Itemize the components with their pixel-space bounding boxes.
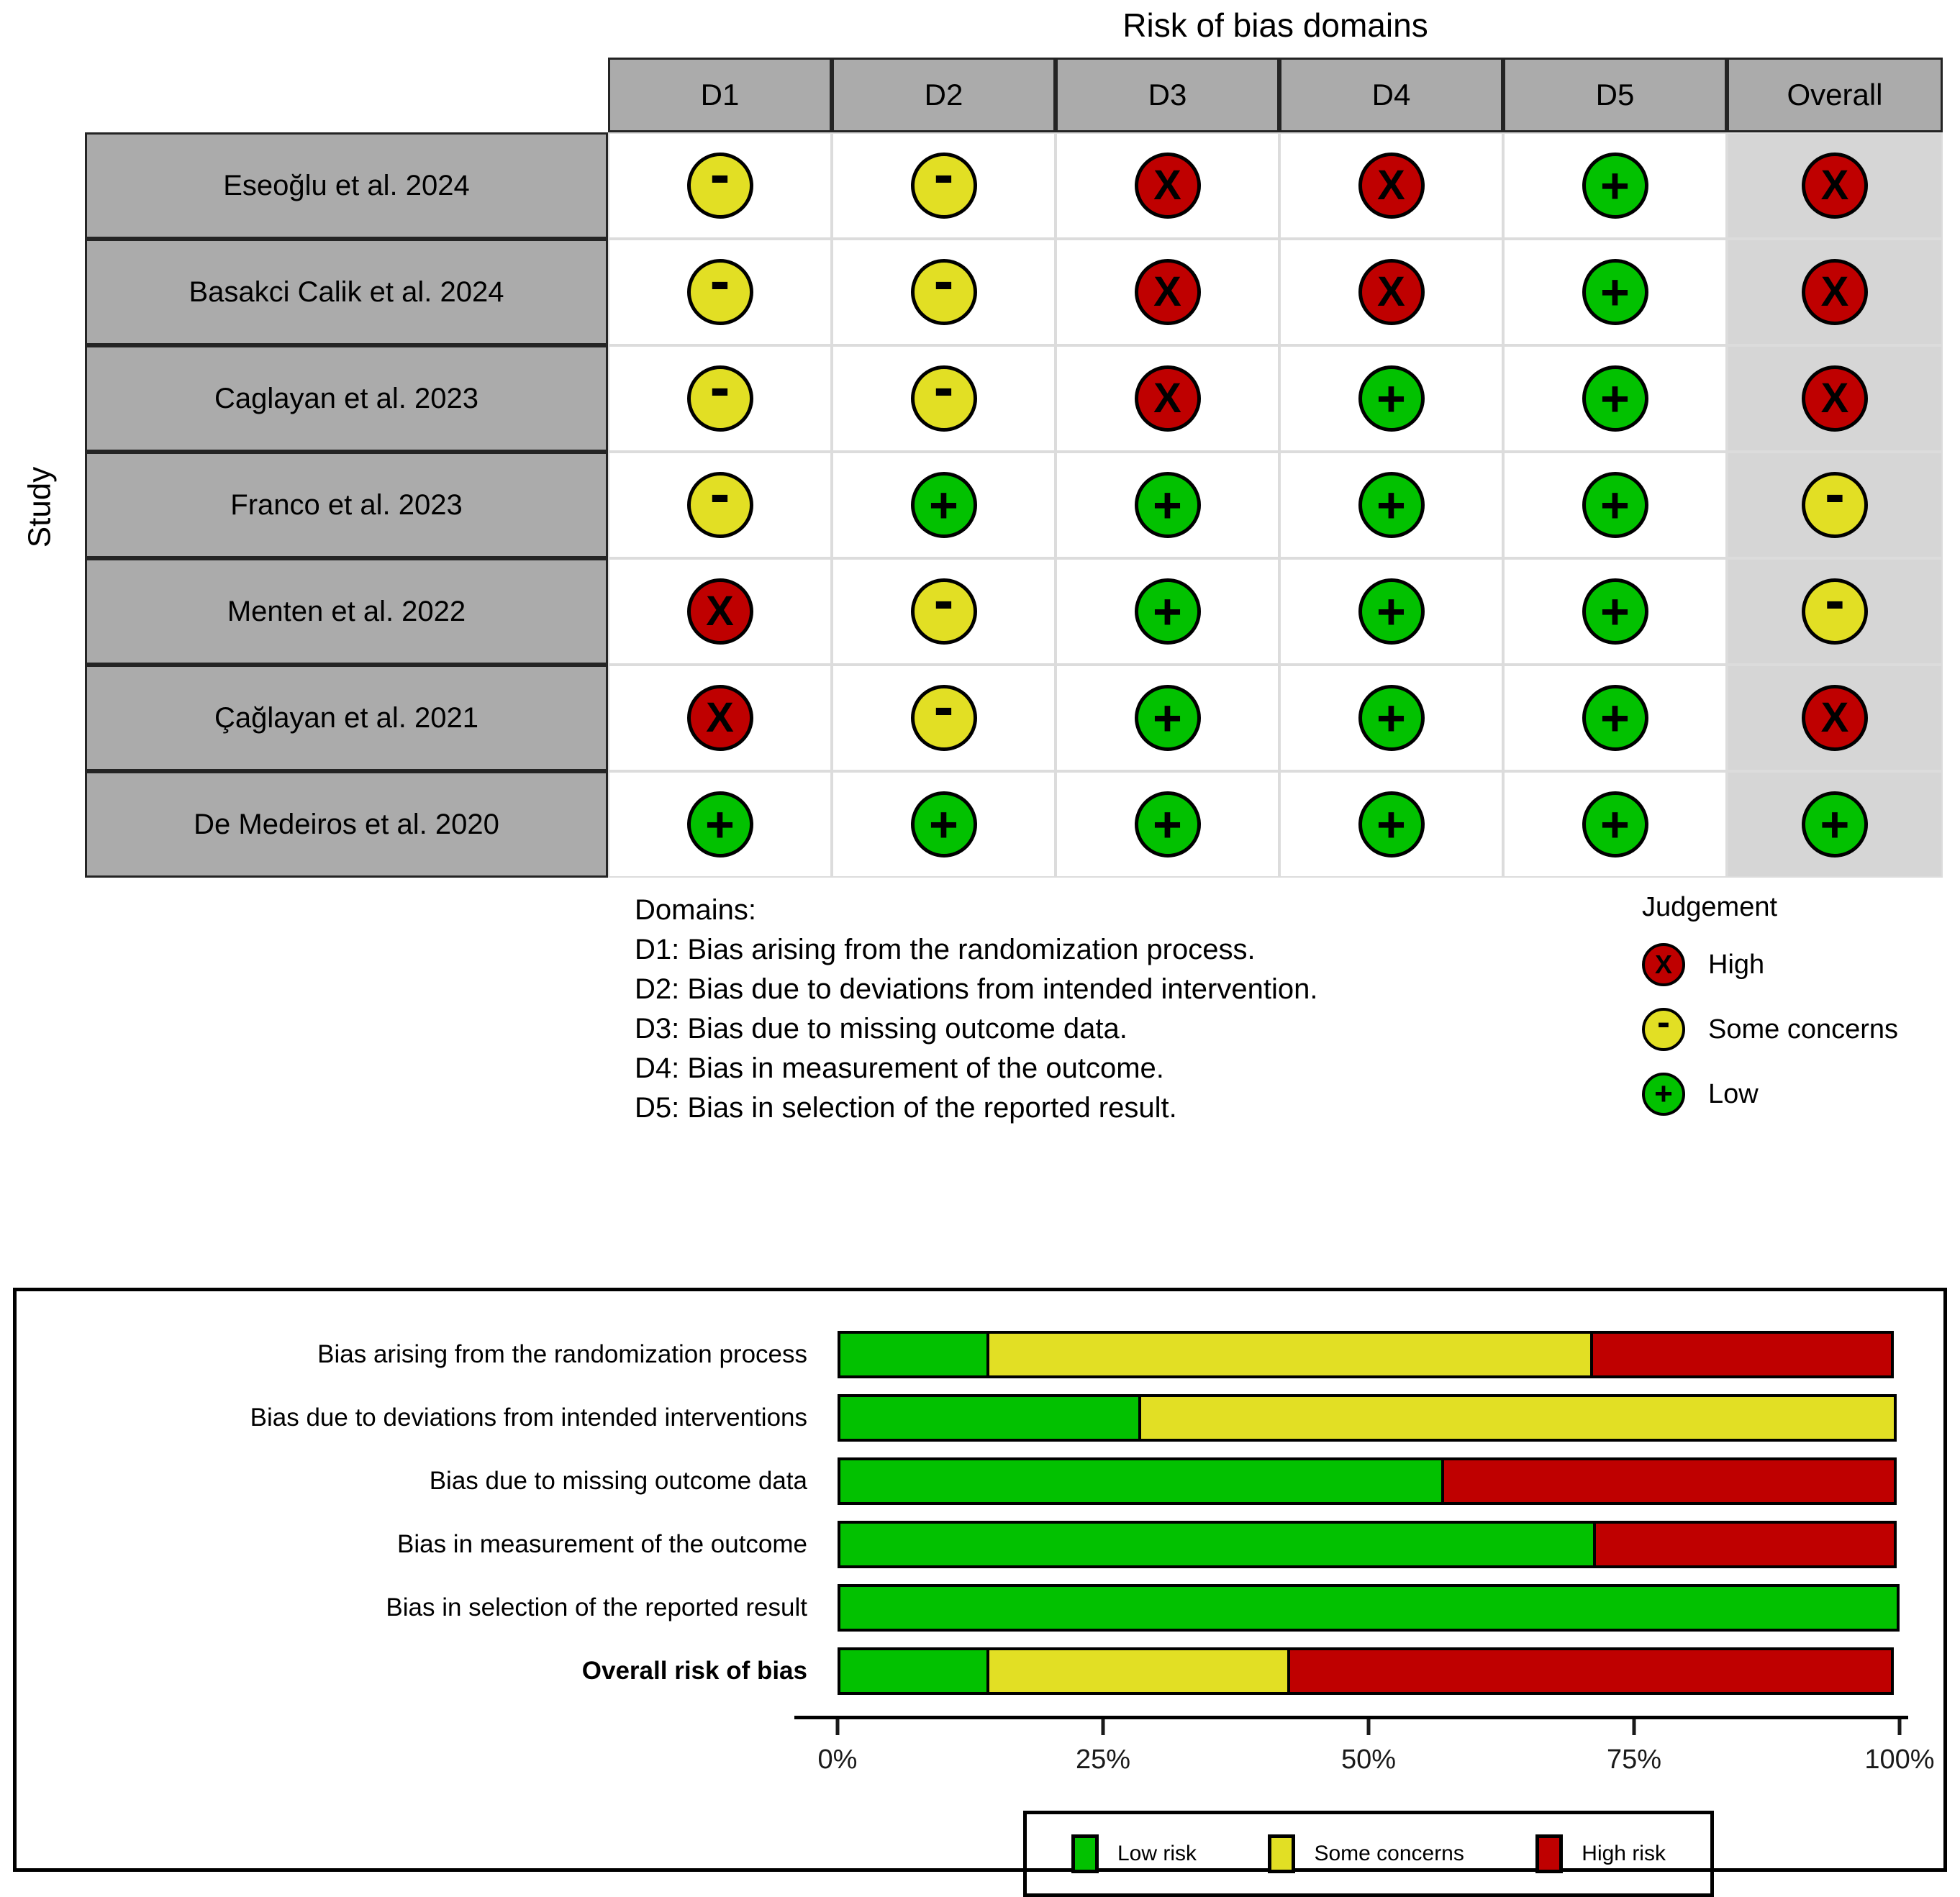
legend-item-high-risk xyxy=(1535,1834,1666,1873)
stacked-bar xyxy=(838,1331,1900,1378)
judgement-cell xyxy=(1503,239,1727,345)
traffic-light-title: Risk of bias domains xyxy=(1122,6,1428,44)
judgement-cell xyxy=(1503,345,1727,452)
judgement-circle: + xyxy=(1135,685,1201,751)
judgement-cell xyxy=(1056,239,1279,345)
high-risk-swatch-icon xyxy=(1535,1834,1563,1873)
study-label: Basakci Calik et al. 2024 xyxy=(85,239,608,345)
judgement-cell xyxy=(1056,558,1279,665)
domain-note-d4: D4: Bias in measurement of the outcome. xyxy=(635,1052,1164,1084)
judgement-cell xyxy=(1279,345,1503,452)
judgement-circle: + xyxy=(1358,365,1425,432)
some-concerns-swatch-icon xyxy=(1268,1834,1295,1873)
study-axis-label: Study xyxy=(22,466,58,548)
bar-category-label-overall: Overall risk of bias xyxy=(581,1657,807,1685)
study-label: Çağlayan et al. 2021 xyxy=(85,665,608,771)
judgement-circle: - xyxy=(1802,578,1868,645)
judgement-cell xyxy=(1503,558,1727,665)
judgement-cell xyxy=(1279,665,1503,771)
bar-segment-low xyxy=(838,1457,1444,1505)
judgement-cell xyxy=(608,452,832,558)
judgement-circle: X xyxy=(687,578,753,645)
study-label: Caglayan et al. 2023 xyxy=(85,345,608,452)
legend-label: Some concerns xyxy=(1314,1842,1464,1865)
judgement-circle: - xyxy=(911,153,977,219)
table-corner xyxy=(85,58,608,132)
bar-segment-low xyxy=(838,1394,1141,1442)
judgement-cell xyxy=(832,771,1056,878)
legend-label: High xyxy=(1708,949,1765,980)
bar-segment-some xyxy=(986,1331,1593,1378)
judgement-circle: + xyxy=(1582,791,1648,857)
legend-item-high xyxy=(1642,943,1898,986)
judgement-cell xyxy=(608,345,832,452)
judgement-cell-overall xyxy=(1727,452,1943,558)
bar-segment-low xyxy=(838,1521,1596,1568)
judgement-cell-overall xyxy=(1727,132,1943,239)
judgement-circle: X xyxy=(1135,153,1201,219)
judgement-circle: - xyxy=(687,472,753,538)
judgement-circle: + xyxy=(687,791,753,857)
judgement-circle: + xyxy=(1135,791,1201,857)
stacked-bar xyxy=(838,1457,1900,1505)
judgement-circle: - xyxy=(911,365,977,432)
x-axis-tick xyxy=(1102,1719,1105,1735)
judgement-cell xyxy=(1056,771,1279,878)
legend-label: Some concerns xyxy=(1708,1014,1899,1045)
legend-item-low-risk xyxy=(1071,1834,1197,1873)
high-risk-icon: X xyxy=(1642,943,1685,986)
some-concerns-icon: - xyxy=(1642,1008,1685,1051)
x-axis-line xyxy=(794,1716,1908,1719)
traffic-light-table xyxy=(85,58,1943,878)
summary-bar-chart xyxy=(13,1288,1947,1872)
low-risk-icon: + xyxy=(1642,1073,1685,1116)
bar-category-label: Bias due to missing outcome data xyxy=(429,1467,807,1495)
judgement-cell xyxy=(1056,345,1279,452)
judgement-circle: + xyxy=(1582,153,1648,219)
judgement-circle: + xyxy=(1582,578,1648,645)
x-axis-tick-label: 100% xyxy=(1864,1744,1935,1775)
judgement-cell xyxy=(1503,452,1727,558)
legend-label: Low risk xyxy=(1117,1842,1197,1865)
judgement-circle: X xyxy=(1358,153,1425,219)
x-axis-tick-label: 75% xyxy=(1606,1744,1662,1775)
judgement-circle: X xyxy=(1802,153,1868,219)
x-axis-tick xyxy=(1898,1719,1902,1735)
bar-row xyxy=(17,1386,1943,1450)
column-header-d5: D5 xyxy=(1503,58,1727,132)
bar-row xyxy=(17,1513,1943,1576)
judgement-cell-overall xyxy=(1727,771,1943,878)
bar-category-label: Bias arising from the randomization process xyxy=(317,1340,807,1368)
judgement-cell xyxy=(1279,452,1503,558)
column-header-d1: D1 xyxy=(608,58,832,132)
judgement-circle: + xyxy=(1582,685,1648,751)
column-header-d4: D4 xyxy=(1279,58,1503,132)
judgement-cell xyxy=(1279,558,1503,665)
judgement-cell xyxy=(832,132,1056,239)
bar-chart-legend xyxy=(1023,1811,1714,1897)
judgement-cell-overall xyxy=(1727,239,1943,345)
judgement-circle: X xyxy=(1802,365,1868,432)
x-axis-tick-label: 50% xyxy=(1340,1744,1397,1775)
bar-segment-low xyxy=(838,1584,1900,1632)
domain-note-d3: D3: Bias due to missing outcome data. xyxy=(635,1013,1128,1045)
column-header-d3: D3 xyxy=(1056,58,1279,132)
judgement-cell xyxy=(1503,771,1727,878)
judgement-cell xyxy=(608,771,832,878)
judgement-circle: X xyxy=(1135,259,1201,325)
judgement-circle: - xyxy=(1802,472,1868,538)
judgement-circle: + xyxy=(1358,578,1425,645)
bar-category-label: Bias due to deviations from intended interventions xyxy=(250,1404,807,1432)
bar-category-label: Bias in selection of the reported result xyxy=(386,1593,807,1621)
study-label: Franco et al. 2023 xyxy=(85,452,608,558)
judgement-cell-overall xyxy=(1727,558,1943,665)
legend-item-low xyxy=(1642,1073,1898,1116)
judgement-cell xyxy=(608,239,832,345)
stacked-bar xyxy=(838,1394,1900,1442)
bar-row xyxy=(17,1450,1943,1513)
judgement-cell xyxy=(1056,452,1279,558)
judgement-circle: X xyxy=(1802,259,1868,325)
judgement-circle: + xyxy=(1358,791,1425,857)
bar-segment-high xyxy=(1441,1457,1897,1505)
study-label: De Medeiros et al. 2020 xyxy=(85,771,608,878)
x-axis-tick-label: 25% xyxy=(1075,1744,1131,1775)
legend-label: High risk xyxy=(1582,1842,1666,1865)
judgement-circle: + xyxy=(1582,365,1648,432)
judgement-cell xyxy=(1279,239,1503,345)
bar-category-label: Bias in measurement of the outcome xyxy=(396,1530,807,1558)
low-risk-swatch-icon xyxy=(1071,1834,1099,1873)
study-label: Eseoğlu et al. 2024 xyxy=(85,132,608,239)
judgement-cell xyxy=(1279,771,1503,878)
domain-definitions xyxy=(635,891,1317,1128)
judgement-circle: + xyxy=(911,791,977,857)
judgement-circle: - xyxy=(911,259,977,325)
stacked-bar xyxy=(838,1584,1900,1632)
domain-note-d5: D5: Bias in selection of the reported result. xyxy=(635,1092,1177,1124)
judgement-circle: X xyxy=(1802,685,1868,751)
judgement-circle: + xyxy=(1358,472,1425,538)
domains-heading: Domains: xyxy=(635,894,756,926)
judgement-circle: + xyxy=(1582,259,1648,325)
judgement-cell xyxy=(832,452,1056,558)
judgement-circle: - xyxy=(911,578,977,645)
judgement-cell xyxy=(1503,665,1727,771)
x-axis-tick-label: 0% xyxy=(817,1744,858,1775)
legend-item-some-concerns xyxy=(1268,1834,1464,1873)
judgement-circle: - xyxy=(687,259,753,325)
domain-note-d2: D2: Bias due to deviations from intended intervention. xyxy=(635,973,1318,1005)
judgement-cell-overall xyxy=(1727,665,1943,771)
judgement-circle: + xyxy=(1135,472,1201,538)
judgement-circle: - xyxy=(687,365,753,432)
bar-row xyxy=(17,1639,1943,1703)
bar-segment-high xyxy=(1287,1647,1894,1695)
stacked-bar xyxy=(838,1647,1900,1695)
judgement-cell xyxy=(608,558,832,665)
judgement-cell xyxy=(832,345,1056,452)
judgement-cell-overall xyxy=(1727,345,1943,452)
bar-row xyxy=(17,1323,1943,1386)
judgement-circle: X xyxy=(1135,365,1201,432)
bar-segment-some xyxy=(1138,1394,1897,1442)
judgement-circle: + xyxy=(1358,685,1425,751)
x-axis xyxy=(817,1716,1935,1802)
judgement-cell xyxy=(1503,132,1727,239)
bar-segment-high xyxy=(1593,1521,1897,1568)
bar-segment-low xyxy=(838,1331,989,1378)
stacked-bar xyxy=(838,1521,1900,1568)
judgement-cell xyxy=(832,239,1056,345)
domain-note-d1: D1: Bias arising from the randomization process. xyxy=(635,934,1256,965)
judgement-circle: - xyxy=(911,685,977,751)
judgement-cell xyxy=(1056,132,1279,239)
judgement-cell xyxy=(608,132,832,239)
judgement-circle: - xyxy=(687,153,753,219)
judgement-circle: + xyxy=(1582,472,1648,538)
judgement-legend-title: Judgement xyxy=(1642,892,1778,922)
judgement-cell xyxy=(832,558,1056,665)
legend-item-some-concerns xyxy=(1642,1001,1899,1051)
bar-segment-high xyxy=(1590,1331,1894,1378)
x-axis-tick xyxy=(836,1719,840,1735)
bar-row xyxy=(17,1576,1943,1639)
judgement-cell xyxy=(1279,132,1503,239)
judgement-circle: X xyxy=(687,685,753,751)
x-axis-tick xyxy=(1367,1719,1371,1735)
judgement-circle: X xyxy=(1358,259,1425,325)
judgement-cell xyxy=(832,665,1056,771)
judgement-circle: + xyxy=(1135,578,1201,645)
study-label: Menten et al. 2022 xyxy=(85,558,608,665)
bar-segment-low xyxy=(838,1647,989,1695)
x-axis-tick xyxy=(1633,1719,1636,1735)
column-header-d2: D2 xyxy=(832,58,1056,132)
judgement-circle: + xyxy=(1802,791,1868,857)
bar-segment-some xyxy=(986,1647,1290,1695)
column-header-overall: Overall xyxy=(1727,58,1943,132)
judgement-cell xyxy=(608,665,832,771)
judgement-circle: + xyxy=(911,472,977,538)
legend-label: Low xyxy=(1708,1078,1759,1109)
judgement-legend xyxy=(1642,892,1898,1137)
judgement-cell xyxy=(1056,665,1279,771)
